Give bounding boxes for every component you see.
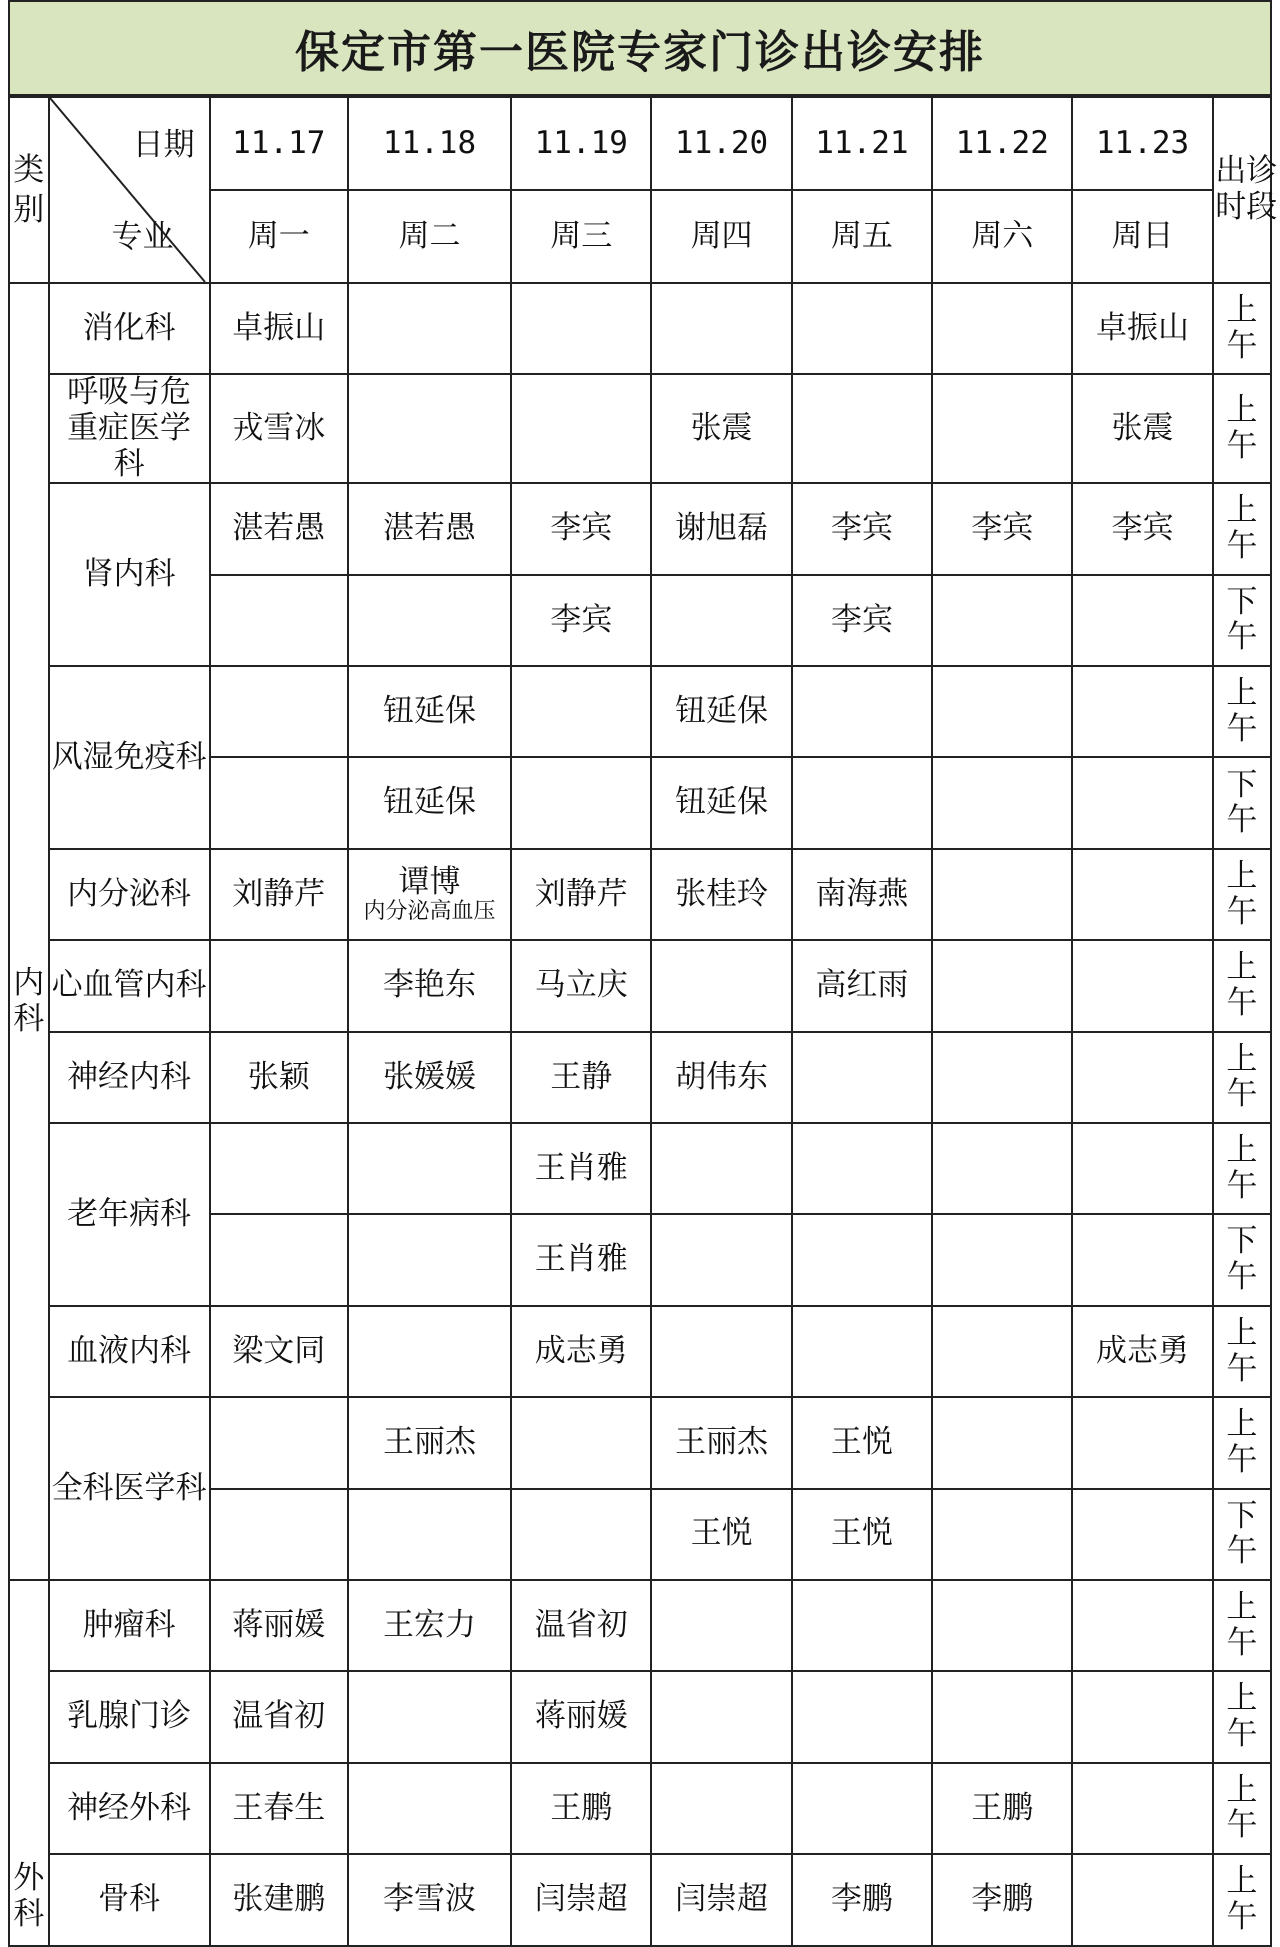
date-cell: 11.23 bbox=[1072, 97, 1212, 190]
category-header bbox=[9, 97, 49, 283]
doctor-cell bbox=[792, 757, 932, 848]
doctor-name: 谭博 bbox=[398, 863, 461, 900]
schedule-table bbox=[8, 96, 1278, 1947]
doctor-name: 钮延保 bbox=[382, 692, 476, 729]
doctor-cell bbox=[511, 1123, 651, 1214]
doctor-cell bbox=[932, 1854, 1072, 1945]
doctor-cell bbox=[792, 1397, 932, 1488]
doctor-cell bbox=[210, 666, 348, 757]
doctor-cell bbox=[932, 374, 1072, 483]
schedule-row-shenjingwai bbox=[9, 1763, 1271, 1854]
doctor-cell bbox=[210, 1580, 348, 1671]
doctor-name: 张媛媛 bbox=[382, 1058, 476, 1095]
doctor-name: 马立庆 bbox=[534, 967, 628, 1004]
doctor-cell bbox=[792, 283, 932, 374]
doctor-cell bbox=[1072, 283, 1212, 374]
page-title: 保定市第一医院专家门诊出诊安排 bbox=[8, 0, 1272, 96]
doctor-cell bbox=[511, 483, 651, 574]
doctor-cell bbox=[792, 1032, 932, 1123]
doctor-cell bbox=[1072, 1671, 1212, 1762]
department-cell: 呼吸与危重症医学科 bbox=[49, 374, 210, 483]
doctor-cell bbox=[792, 1580, 932, 1671]
doctor-name: 温省初 bbox=[232, 1698, 326, 1735]
doctor-cell bbox=[511, 1580, 651, 1671]
doctor-cell bbox=[792, 1123, 932, 1214]
doctor-cell bbox=[210, 849, 348, 940]
doctor-cell bbox=[1072, 1306, 1212, 1397]
doctor-cell bbox=[651, 483, 791, 574]
doctor-cell bbox=[792, 849, 932, 940]
doctor-cell bbox=[348, 1123, 511, 1214]
doctor-name: 卓振山 bbox=[232, 309, 326, 346]
period-cell: 上午 bbox=[1213, 1123, 1271, 1214]
doctor-cell bbox=[932, 483, 1072, 574]
doctor-cell bbox=[210, 1123, 348, 1214]
period-cell: 上午 bbox=[1213, 283, 1271, 374]
doctor-cell bbox=[348, 1032, 511, 1123]
doctor-name: 李鹏 bbox=[830, 1881, 893, 1918]
doctor-cell bbox=[210, 1763, 348, 1854]
doctor-cell bbox=[932, 666, 1072, 757]
doctor-name: 王肖雅 bbox=[534, 1149, 628, 1186]
header-row-dates bbox=[9, 97, 1271, 190]
doctor-cell bbox=[651, 1763, 791, 1854]
doctor-cell bbox=[1072, 1032, 1212, 1123]
doctor-cell bbox=[651, 1671, 791, 1762]
doctor-cell bbox=[932, 849, 1072, 940]
doctor-cell bbox=[348, 283, 511, 374]
doctor-cell bbox=[792, 666, 932, 757]
doctor-cell bbox=[651, 666, 791, 757]
doctor-cell bbox=[348, 575, 511, 666]
doctor-name: 蒋丽媛 bbox=[534, 1698, 628, 1735]
date-cell: 11.18 bbox=[348, 97, 511, 190]
doctor-cell bbox=[792, 1671, 932, 1762]
doctor-cell bbox=[511, 283, 651, 374]
doctor-name: 卓振山 bbox=[1096, 309, 1190, 346]
doctor-name: 张颖 bbox=[247, 1058, 310, 1095]
category-header-text: 类别 bbox=[13, 151, 45, 228]
doctor-cell bbox=[792, 1306, 932, 1397]
schedule-row-ruxian bbox=[9, 1671, 1271, 1762]
period-cell: 上午 bbox=[1213, 1032, 1271, 1123]
period-cell: 上午 bbox=[1213, 666, 1271, 757]
schedule-row-guke bbox=[9, 1854, 1271, 1945]
period-cell: 上午 bbox=[1213, 1763, 1271, 1854]
doctor-cell bbox=[932, 1306, 1072, 1397]
weekday-cell: 周一 bbox=[210, 190, 348, 283]
period-cell: 上午 bbox=[1213, 1580, 1271, 1671]
doctor-cell bbox=[651, 374, 791, 483]
schedule-row-zhongliu bbox=[9, 1580, 1271, 1671]
doctor-cell bbox=[348, 757, 511, 848]
doctor-name: 刘静芹 bbox=[232, 875, 326, 912]
doctor-cell bbox=[1072, 1763, 1212, 1854]
doctor-cell bbox=[1072, 849, 1212, 940]
doctor-cell bbox=[348, 666, 511, 757]
period-cell: 上午 bbox=[1213, 483, 1271, 574]
doctor-cell bbox=[932, 1123, 1072, 1214]
department-cell: 全科医学科 bbox=[49, 1397, 210, 1580]
department-cell: 心血管内科 bbox=[49, 940, 210, 1031]
doctor-name: 张桂玲 bbox=[675, 875, 769, 912]
doctor-name: 王丽杰 bbox=[675, 1424, 769, 1461]
doctor-cell bbox=[792, 374, 932, 483]
specialty-label: 专业 bbox=[111, 219, 174, 256]
doctor-cell bbox=[1072, 1580, 1212, 1671]
doctor-cell bbox=[210, 1306, 348, 1397]
doctor-cell bbox=[651, 1854, 791, 1945]
doctor-name: 戎雪冰 bbox=[232, 410, 326, 447]
weekday-cell: 周四 bbox=[651, 190, 791, 283]
schedule-row-quanke bbox=[9, 1397, 1271, 1488]
doctor-cell bbox=[1072, 1397, 1212, 1488]
schedule-row-huxi bbox=[9, 374, 1271, 483]
doctor-cell bbox=[651, 1306, 791, 1397]
doctor-cell bbox=[511, 1306, 651, 1397]
doctor-cell bbox=[651, 757, 791, 848]
doctor-cell bbox=[1072, 1489, 1212, 1580]
category-cell-internal bbox=[9, 283, 49, 1580]
schedule-row-laonian bbox=[9, 1123, 1271, 1214]
doctor-name: 李雪波 bbox=[382, 1881, 476, 1918]
doctor-name: 王春生 bbox=[232, 1789, 326, 1826]
department-cell: 消化科 bbox=[49, 283, 210, 374]
department-cell: 内分泌科 bbox=[49, 849, 210, 940]
doctor-cell bbox=[792, 575, 932, 666]
date-cell: 11.19 bbox=[511, 97, 651, 190]
department-cell: 骨科 bbox=[49, 1854, 210, 1945]
doctor-name: 李宾 bbox=[1111, 510, 1174, 547]
doctor-cell bbox=[932, 575, 1072, 666]
doctor-name: 成志勇 bbox=[534, 1332, 628, 1369]
doctor-cell bbox=[1072, 374, 1212, 483]
weekday-cell: 周日 bbox=[1072, 190, 1212, 283]
doctor-cell bbox=[210, 283, 348, 374]
doctor-cell bbox=[1072, 1123, 1212, 1214]
weekday-cell: 周六 bbox=[932, 190, 1072, 283]
period-cell: 下午 bbox=[1213, 1489, 1271, 1580]
doctor-name: 高红雨 bbox=[815, 967, 909, 1004]
doctor-cell bbox=[932, 283, 1072, 374]
date-cell: 11.20 bbox=[651, 97, 791, 190]
period-cell: 下午 bbox=[1213, 575, 1271, 666]
doctor-cell bbox=[210, 374, 348, 483]
doctor-cell bbox=[932, 1214, 1072, 1305]
period-cell: 上午 bbox=[1213, 1854, 1271, 1945]
department-cell: 老年病科 bbox=[49, 1123, 210, 1306]
department-cell: 神经内科 bbox=[49, 1032, 210, 1123]
doctor-cell bbox=[511, 666, 651, 757]
period-cell: 上午 bbox=[1213, 940, 1271, 1031]
doctor-name: 闫崇超 bbox=[534, 1881, 628, 1918]
doctor-cell bbox=[1072, 666, 1212, 757]
doctor-cell bbox=[210, 940, 348, 1031]
doctor-cell bbox=[932, 1580, 1072, 1671]
doctor-cell bbox=[210, 1214, 348, 1305]
doctor-name: 王鹏 bbox=[550, 1789, 613, 1826]
doctor-cell bbox=[651, 575, 791, 666]
doctor-cell bbox=[210, 1854, 348, 1945]
date-cell: 11.22 bbox=[932, 97, 1072, 190]
department-cell: 肿瘤科 bbox=[49, 1580, 210, 1671]
doctor-cell bbox=[932, 1489, 1072, 1580]
doctor-cell bbox=[792, 1214, 932, 1305]
doctor-cell bbox=[651, 1214, 791, 1305]
doctor-cell bbox=[932, 1763, 1072, 1854]
doctor-cell bbox=[348, 1580, 511, 1671]
doctor-cell bbox=[348, 1306, 511, 1397]
doctor-cell bbox=[210, 1671, 348, 1762]
doctor-cell bbox=[792, 1763, 932, 1854]
doctor-name: 李艳东 bbox=[382, 967, 476, 1004]
department-cell: 血液内科 bbox=[49, 1306, 210, 1397]
period-header bbox=[1213, 97, 1278, 283]
doctor-name: 李宾 bbox=[830, 601, 893, 638]
period-cell: 上午 bbox=[1213, 1306, 1271, 1397]
weekday-cell: 周五 bbox=[792, 190, 932, 283]
period-header-text: 出诊时段 bbox=[1215, 153, 1278, 225]
doctor-note: 内分泌高血压 bbox=[363, 899, 496, 925]
doctor-cell bbox=[651, 283, 791, 374]
doctor-name: 李宾 bbox=[550, 510, 613, 547]
department-cell: 风湿免疫科 bbox=[49, 666, 210, 849]
doctor-name: 王静 bbox=[550, 1058, 613, 1095]
doctor-cell bbox=[511, 1214, 651, 1305]
doctor-name: 湛若愚 bbox=[382, 510, 476, 547]
doctor-name: 钮延保 bbox=[382, 784, 476, 821]
doctor-name: 南海燕 bbox=[815, 875, 909, 912]
doctor-name: 钮延保 bbox=[675, 692, 769, 729]
doctor-name: 成志勇 bbox=[1096, 1332, 1190, 1369]
doctor-cell bbox=[651, 1032, 791, 1123]
doctor-cell bbox=[792, 1854, 932, 1945]
doctor-name: 王丽杰 bbox=[382, 1424, 476, 1461]
doctor-name: 李宾 bbox=[971, 510, 1034, 547]
period-cell: 下午 bbox=[1213, 1214, 1271, 1305]
schedule-row-xueye bbox=[9, 1306, 1271, 1397]
doctor-name: 王悦 bbox=[830, 1515, 893, 1552]
doctor-cell bbox=[651, 1123, 791, 1214]
doctor-name: 刘静芹 bbox=[534, 875, 628, 912]
doctor-cell bbox=[511, 575, 651, 666]
doctor-name: 蒋丽媛 bbox=[232, 1606, 326, 1643]
doctor-name: 梁文同 bbox=[232, 1332, 326, 1369]
doctor-cell bbox=[511, 1763, 651, 1854]
doctor-cell bbox=[792, 940, 932, 1031]
doctor-cell bbox=[1072, 575, 1212, 666]
period-cell: 上午 bbox=[1213, 374, 1271, 483]
doctor-cell bbox=[210, 1032, 348, 1123]
schedule-row-shenjingnei bbox=[9, 1032, 1271, 1123]
doctor-name: 王鹏 bbox=[971, 1789, 1034, 1826]
doctor-name: 闫崇超 bbox=[675, 1881, 769, 1918]
doctor-cell bbox=[511, 849, 651, 940]
doctor-name: 王肖雅 bbox=[534, 1241, 628, 1278]
schedule-row-xinxueguan bbox=[9, 940, 1271, 1031]
doctor-name: 张震 bbox=[1111, 410, 1174, 447]
doctor-cell bbox=[1072, 757, 1212, 848]
doctor-cell bbox=[511, 940, 651, 1031]
schedule-row-shen bbox=[9, 483, 1271, 574]
doctor-cell bbox=[348, 940, 511, 1031]
doctor-cell bbox=[1072, 483, 1212, 574]
schedule-row-xiaohua bbox=[9, 283, 1271, 374]
doctor-cell bbox=[651, 1580, 791, 1671]
doctor-name: 王悦 bbox=[690, 1515, 753, 1552]
department-cell: 乳腺门诊 bbox=[49, 1671, 210, 1762]
category-label: 外科 bbox=[13, 1860, 45, 1932]
doctor-cell bbox=[1072, 1214, 1212, 1305]
weekday-cell: 周三 bbox=[511, 190, 651, 283]
doctor-name: 李宾 bbox=[550, 601, 613, 638]
doctor-cell bbox=[210, 575, 348, 666]
doctor-cell bbox=[348, 1671, 511, 1762]
doctor-cell bbox=[1072, 1854, 1212, 1945]
doctor-name: 胡伟东 bbox=[675, 1058, 769, 1095]
date-cell: 11.21 bbox=[792, 97, 932, 190]
period-cell: 上午 bbox=[1213, 849, 1271, 940]
doctor-cell bbox=[210, 483, 348, 574]
doctor-cell bbox=[651, 940, 791, 1031]
doctor-cell bbox=[511, 757, 651, 848]
doctor-cell bbox=[932, 1671, 1072, 1762]
doctor-name: 张震 bbox=[690, 410, 753, 447]
doctor-name: 张建鹏 bbox=[232, 1881, 326, 1918]
date-cell: 11.17 bbox=[210, 97, 348, 190]
schedule-sheet bbox=[8, 0, 1278, 1935]
doctor-cell bbox=[348, 1763, 511, 1854]
doctor-cell bbox=[932, 940, 1072, 1031]
corner-header bbox=[49, 97, 210, 283]
doctor-cell bbox=[651, 849, 791, 940]
period-cell: 下午 bbox=[1213, 757, 1271, 848]
weekday-cell: 周二 bbox=[348, 190, 511, 283]
doctor-cell bbox=[511, 374, 651, 483]
doctor-cell bbox=[932, 757, 1072, 848]
doctor-cell bbox=[210, 1397, 348, 1488]
doctor-cell bbox=[651, 1397, 791, 1488]
category-cell-surgery bbox=[9, 1580, 49, 1946]
doctor-cell bbox=[511, 1397, 651, 1488]
department-cell: 神经外科 bbox=[49, 1763, 210, 1854]
doctor-name: 谢旭磊 bbox=[675, 510, 769, 547]
doctor-cell bbox=[348, 849, 511, 940]
schedule-row-fengshi bbox=[9, 666, 1271, 757]
department-cell: 肾内科 bbox=[49, 483, 210, 666]
doctor-cell bbox=[511, 1671, 651, 1762]
doctor-cell bbox=[1072, 940, 1212, 1031]
doctor-name: 温省初 bbox=[534, 1606, 628, 1643]
doctor-cell bbox=[348, 1214, 511, 1305]
doctor-cell bbox=[932, 1032, 1072, 1123]
doctor-cell bbox=[511, 1854, 651, 1945]
doctor-cell bbox=[511, 1032, 651, 1123]
doctor-cell bbox=[348, 1397, 511, 1488]
doctor-cell bbox=[210, 1489, 348, 1580]
doctor-name: 李鹏 bbox=[971, 1881, 1034, 1918]
doctor-cell bbox=[792, 1489, 932, 1580]
doctor-name: 湛若愚 bbox=[232, 510, 326, 547]
doctor-name: 钮延保 bbox=[675, 784, 769, 821]
doctor-name: 李宾 bbox=[830, 510, 893, 547]
period-cell: 上午 bbox=[1213, 1671, 1271, 1762]
doctor-cell bbox=[348, 1489, 511, 1580]
doctor-name: 王悦 bbox=[830, 1424, 893, 1461]
date-label: 日期 bbox=[132, 127, 195, 163]
category-label: 内科 bbox=[13, 964, 45, 1037]
doctor-cell bbox=[348, 374, 511, 483]
doctor-cell bbox=[348, 483, 511, 574]
doctor-cell bbox=[511, 1489, 651, 1580]
doctor-cell bbox=[210, 757, 348, 848]
period-cell: 上午 bbox=[1213, 1397, 1271, 1488]
doctor-cell bbox=[932, 1397, 1072, 1488]
doctor-cell bbox=[348, 1854, 511, 1945]
doctor-cell bbox=[651, 1489, 791, 1580]
doctor-name: 王宏力 bbox=[382, 1606, 476, 1643]
doctor-cell bbox=[792, 483, 932, 574]
schedule-row-neifenmi bbox=[9, 849, 1271, 940]
